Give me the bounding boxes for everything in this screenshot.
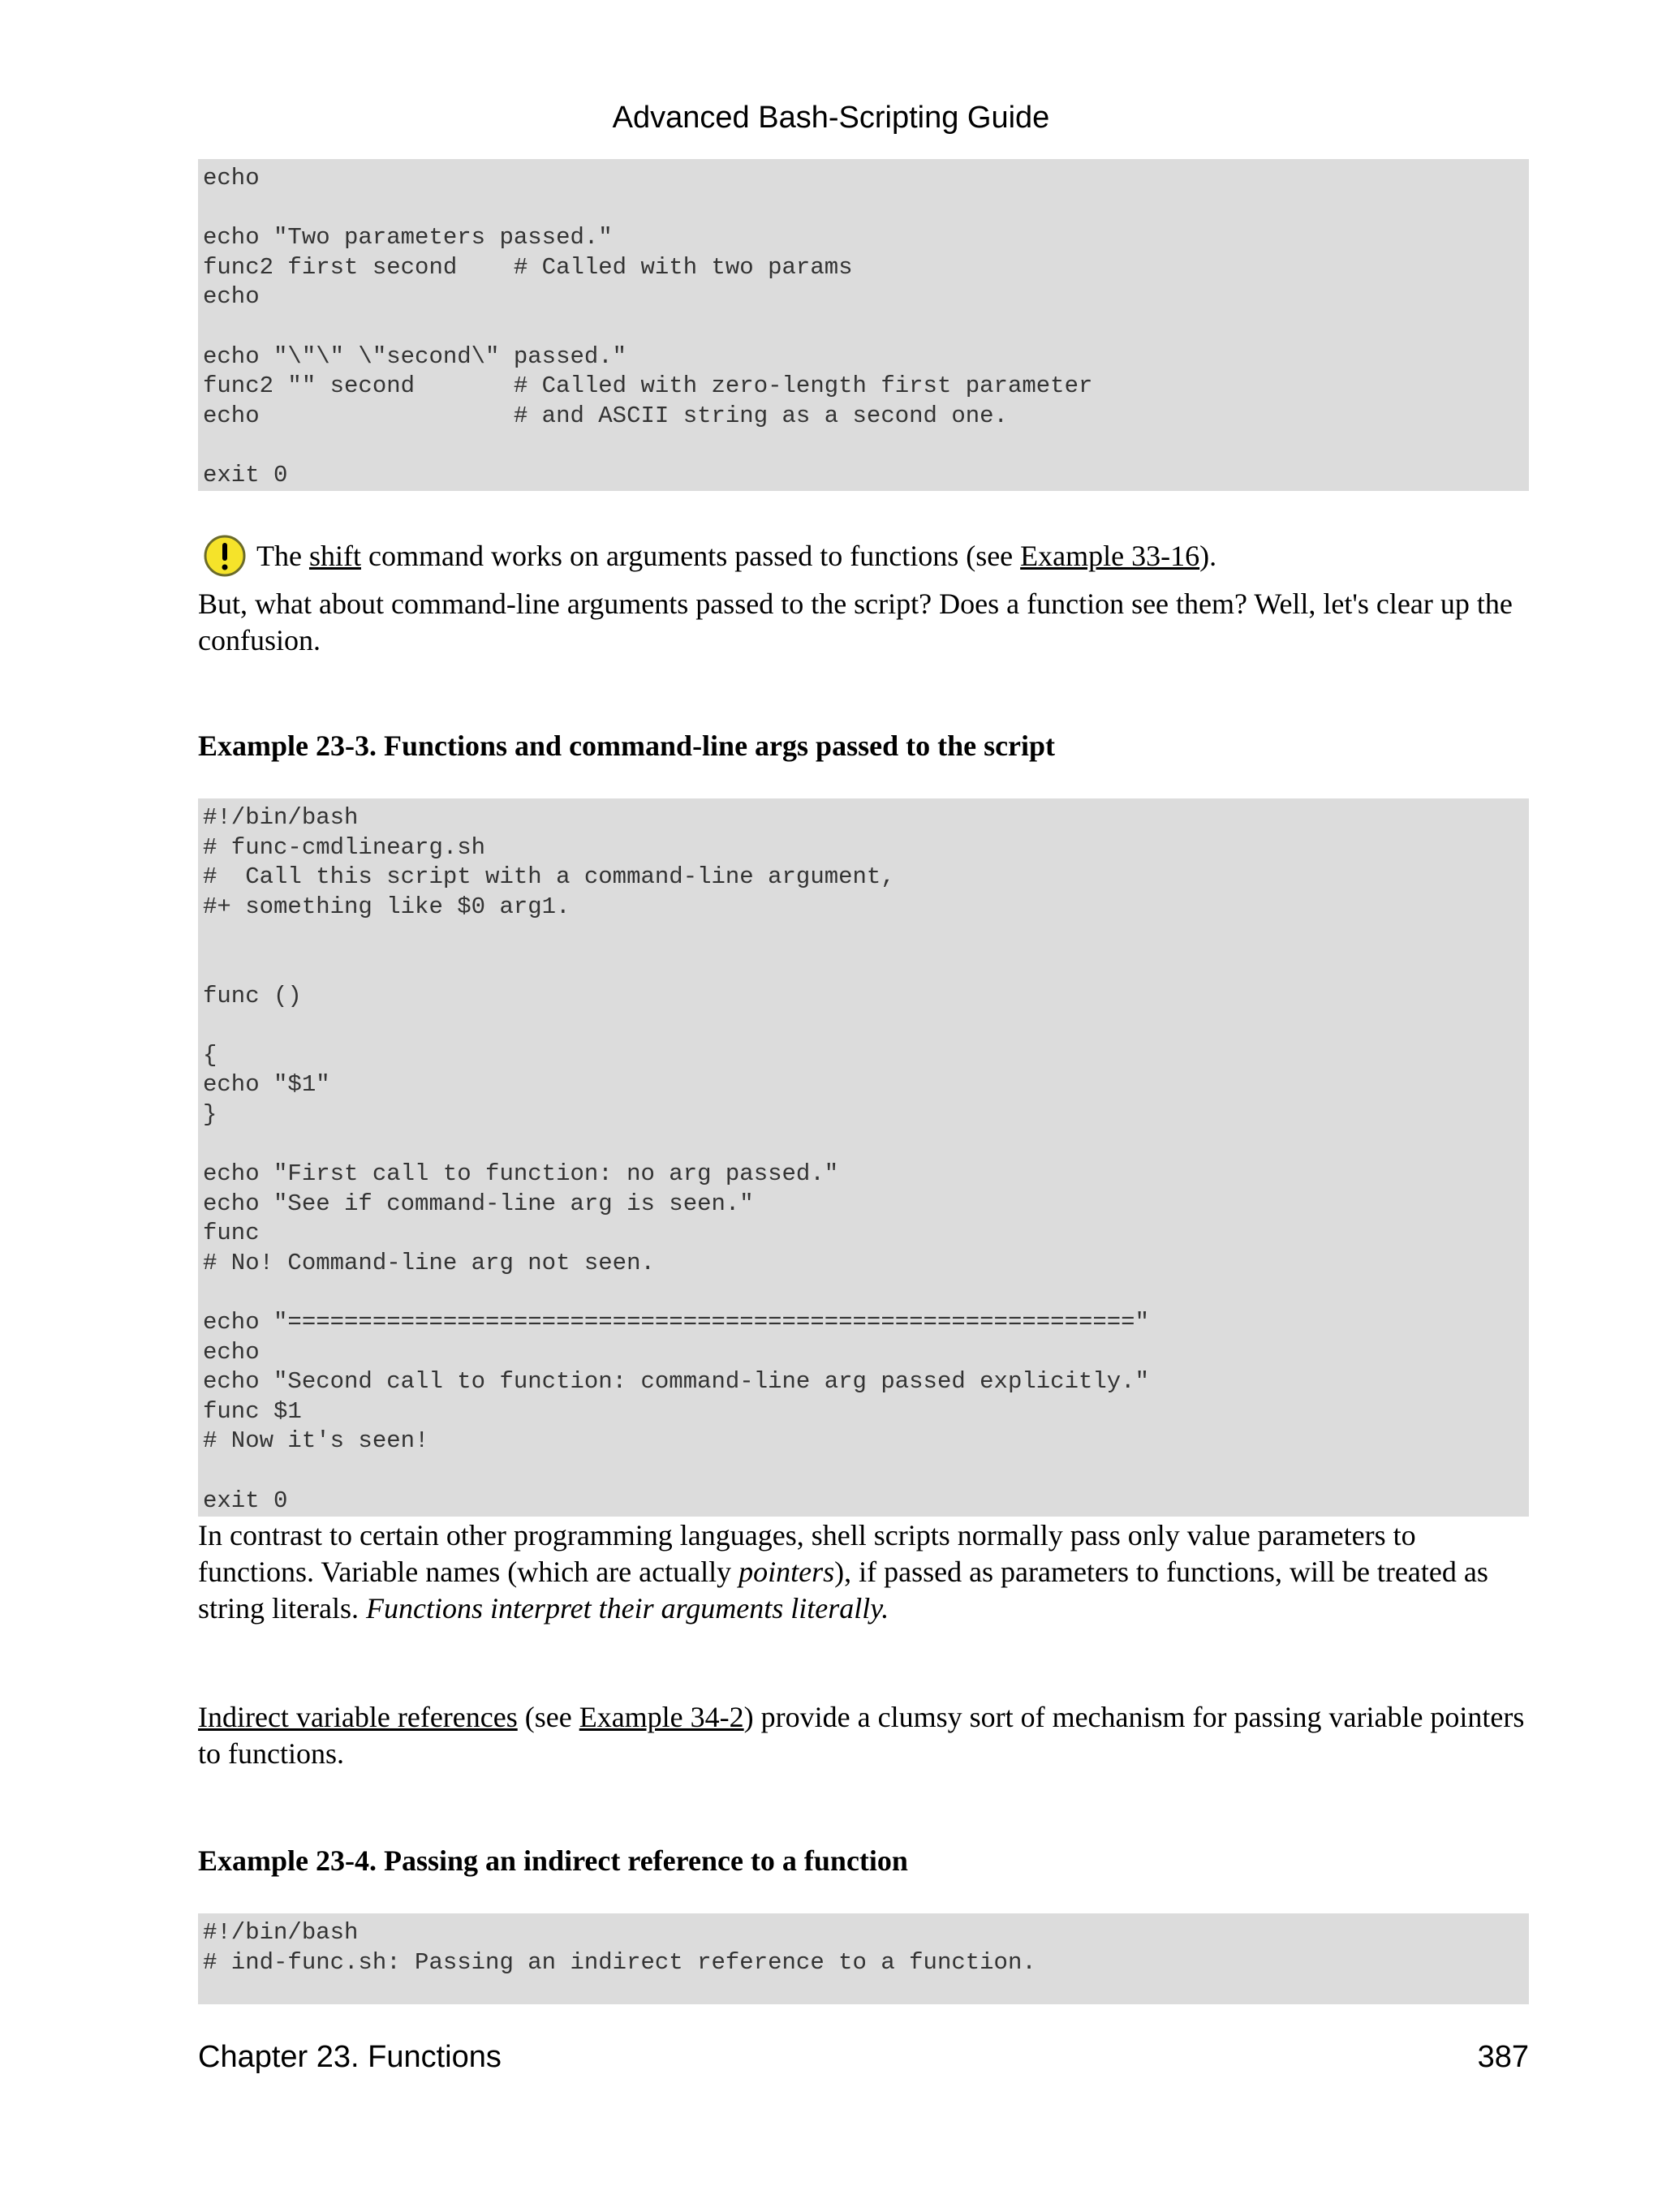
code-line: echo "Two parameters passed.": [203, 224, 613, 252]
note-shift: [203, 534, 1526, 578]
code-line: [203, 1457, 1529, 1487]
code-line: #!/bin/bash: [203, 1919, 359, 1946]
code-line: [203, 1279, 1529, 1309]
code-line: func $1: [203, 1397, 302, 1425]
code-line: echo: [203, 283, 260, 311]
example-23-3-title: Example 23-3. Functions and command-line args passed to the script: [198, 729, 1056, 762]
code-line: #+ something like $0 arg1.: [203, 893, 571, 920]
code-line: #!/bin/bash: [203, 804, 359, 831]
code-block: [198, 798, 1529, 1517]
paragraph-value-parameters: [198, 1517, 1529, 1627]
code-block: [198, 1913, 1529, 2004]
code-line: echo "$1": [203, 1071, 330, 1099]
code-block: [198, 159, 1529, 491]
code-line: echo: [203, 1338, 260, 1366]
paragraph-indirect-refs: [198, 1699, 1529, 1772]
code-line: echo "Second call to function: command-line arg passed explicitly.": [203, 1368, 1149, 1396]
code-line: [203, 922, 1529, 952]
code-line: [203, 1130, 1529, 1160]
note-middle: command works on arguments passed to functions (see: [360, 539, 1021, 572]
para2-text-1: In contrast to certain other programming languages, shell scripts normally pass only value parameters to functions. Variable names (which are actually: [198, 1519, 1416, 1588]
note-prefix: The: [256, 539, 309, 572]
paragraph-cmdline-args: But, what about command-line arguments passed to the script? Does a function see them? Well, let's clear up the confusion.: [198, 587, 1513, 656]
example-34-2-link[interactable]: Example 34-2: [579, 1701, 744, 1733]
code-line: # func-cmdlinearg.sh: [203, 833, 486, 861]
page-header-title: Advanced Bash-Scripting Guide: [612, 101, 1050, 135]
code-line: func (): [203, 982, 302, 1009]
para2-italic-literal: Functions interpret their arguments literally.: [365, 1592, 889, 1625]
code-line: # No! Command-line arg not seen.: [203, 1249, 655, 1276]
code-line: echo "See if command-line arg is seen.": [203, 1190, 754, 1217]
code-line: func2 "" second # Called with zero-length first parameter: [203, 372, 1093, 400]
code-line: [203, 431, 1529, 461]
code-line: # ind-func.sh: Passing an indirect reference to a function.: [203, 1948, 1036, 1976]
code-line: func: [203, 1220, 260, 1247]
indirect-variable-references-link[interactable]: Indirect variable references: [198, 1701, 518, 1733]
code-line: echo # and ASCII string as a second one.: [203, 402, 1008, 429]
example-23-4-title: Example 23-4. Passing an indirect reference to a function: [198, 1844, 908, 1877]
code-line: [203, 1011, 1529, 1041]
para2-italic-pointers: pointers: [738, 1556, 835, 1588]
code-line: }: [203, 1100, 217, 1128]
code-line: {: [203, 1041, 217, 1069]
code-line: [203, 312, 1529, 342]
code-line: exit 0: [203, 1487, 288, 1514]
code-line: echo "First call to function: no arg passed.": [203, 1160, 839, 1188]
code-line: echo "\"\" \"second\" passed.": [203, 342, 627, 370]
footer-chapter: Chapter 23. Functions: [198, 2040, 502, 2074]
para3-text-1: (see: [517, 1701, 579, 1733]
code-line: echo: [203, 165, 260, 192]
code-line: # Now it's seen!: [203, 1427, 429, 1455]
warning-icon: [203, 534, 247, 578]
shift-link[interactable]: shift: [308, 539, 361, 572]
code-line: exit 0: [203, 461, 288, 488]
footer-page-number: 387: [1477, 2040, 1529, 2074]
code-line: [203, 952, 1529, 982]
code-line: echo "============================================================": [203, 1309, 1149, 1336]
para3-text-2: ) provide a clumsy sort of mechanism for passing variable pointers to functions.: [198, 1701, 1525, 1770]
code-line: [203, 194, 1529, 224]
note-suffix: ).: [1199, 539, 1217, 572]
code-line: # Call this script with a command-line argument,: [203, 863, 895, 891]
code-line: func2 first second # Called with two params: [203, 253, 853, 281]
para2-text-2: ), if passed as parameters to functions, will be treated as string literals.: [198, 1556, 1488, 1625]
example-33-16-link[interactable]: Example 33-16: [1020, 539, 1200, 572]
